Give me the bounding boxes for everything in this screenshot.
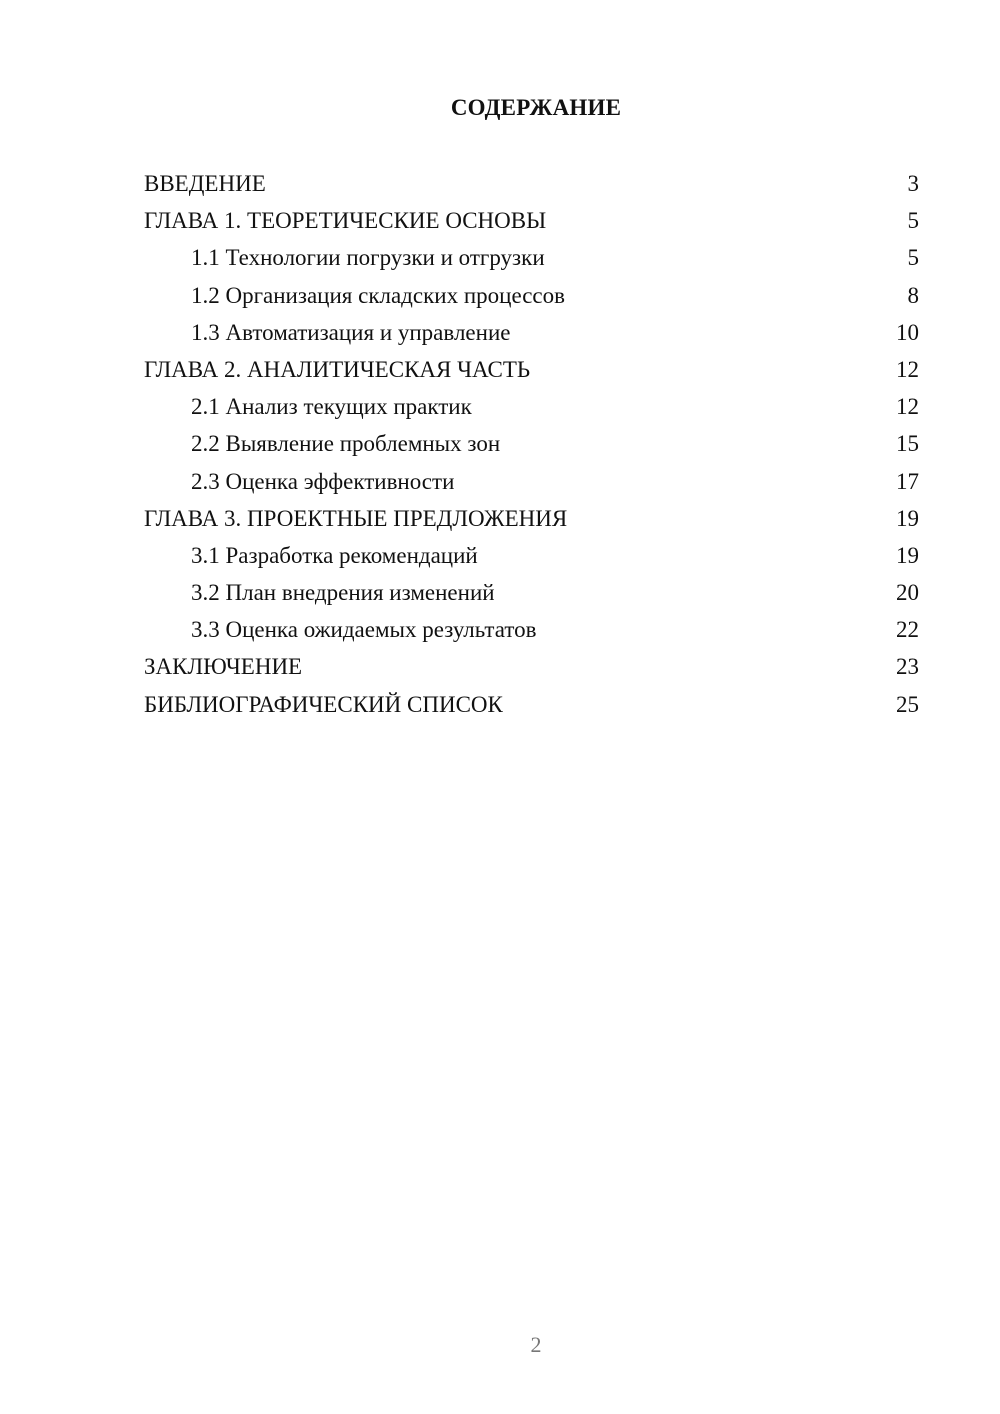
toc-entry-page: 5 [907, 245, 919, 271]
toc-entry-label: БИБЛИОГРАФИЧЕСКИЙ СПИСОК [144, 691, 503, 717]
toc-entry [144, 425, 919, 462]
table-of-contents [144, 165, 919, 723]
toc-entry-label: 1.1 Технологии погрузки и отгрузки [191, 245, 545, 271]
toc-entry [144, 611, 919, 648]
toc-entry-page: 5 [907, 208, 919, 234]
page-number: 2 [530, 1332, 542, 1357]
toc-entry [144, 574, 919, 611]
toc-entry [144, 351, 919, 388]
toc-entry-page: 15 [896, 431, 919, 457]
toc-entry-label: 2.3 Оценка эффективности [191, 468, 455, 494]
toc-entry [144, 388, 919, 425]
toc-entry-page: 3 [907, 171, 919, 196]
toc-entry [144, 463, 919, 500]
toc-entry [144, 202, 919, 239]
toc-entry [144, 239, 919, 276]
toc-entry-label: 2.2 Выявление проблемных зон [191, 431, 501, 457]
toc-entry [144, 648, 919, 685]
toc-entry-label: ГЛАВА 1. ТЕОРЕТИЧЕСКИЕ ОСНОВЫ [144, 208, 547, 234]
toc-entry-label: ВВЕДЕНИЕ [144, 171, 266, 196]
toc-entry [144, 314, 919, 351]
toc-entry-page: 25 [896, 691, 919, 717]
toc-entry-label: 3.3 Оценка ожидаемых результатов [191, 617, 537, 643]
toc-entry-page: 10 [896, 319, 919, 345]
toc-entry-page: 17 [896, 468, 919, 494]
toc-entry [144, 277, 919, 314]
toc-entry-page: 19 [896, 542, 919, 568]
toc-entry-label: 1.3 Автоматизация и управление [191, 319, 511, 345]
toc-entry-label: ГЛАВА 2. АНАЛИТИЧЕСКАЯ ЧАСТЬ [144, 356, 531, 382]
toc-entry-label: ЗАКЛЮЧЕНИЕ [144, 654, 303, 680]
toc-entry-label: 1.2 Организация складских процессов [191, 282, 565, 308]
toc-entry [144, 686, 919, 723]
toc-entry-label: 3.2 План внедрения изменений [191, 580, 495, 606]
toc-entry [144, 165, 919, 202]
toc-entry-label: ГЛАВА 3. ПРОЕКТНЫЕ ПРЕДЛОЖЕНИЯ [144, 505, 568, 531]
toc-entry-page: 12 [896, 394, 919, 420]
toc-entry [144, 537, 919, 574]
toc-entry-page: 22 [896, 617, 919, 643]
toc-entry-page: 19 [896, 505, 919, 531]
toc-entry-page: 8 [907, 282, 919, 308]
toc-title: СОДЕРЖАНИЕ [450, 95, 622, 120]
toc-entry-label: 3.1 Разработка рекомендаций [191, 542, 478, 568]
toc-entry-label: 2.1 Анализ текущих практик [191, 394, 472, 420]
toc-entry-page: 23 [896, 654, 919, 680]
toc-entry-page: 20 [896, 580, 919, 606]
toc-entry [144, 500, 919, 537]
toc-entry-page: 12 [896, 356, 919, 382]
